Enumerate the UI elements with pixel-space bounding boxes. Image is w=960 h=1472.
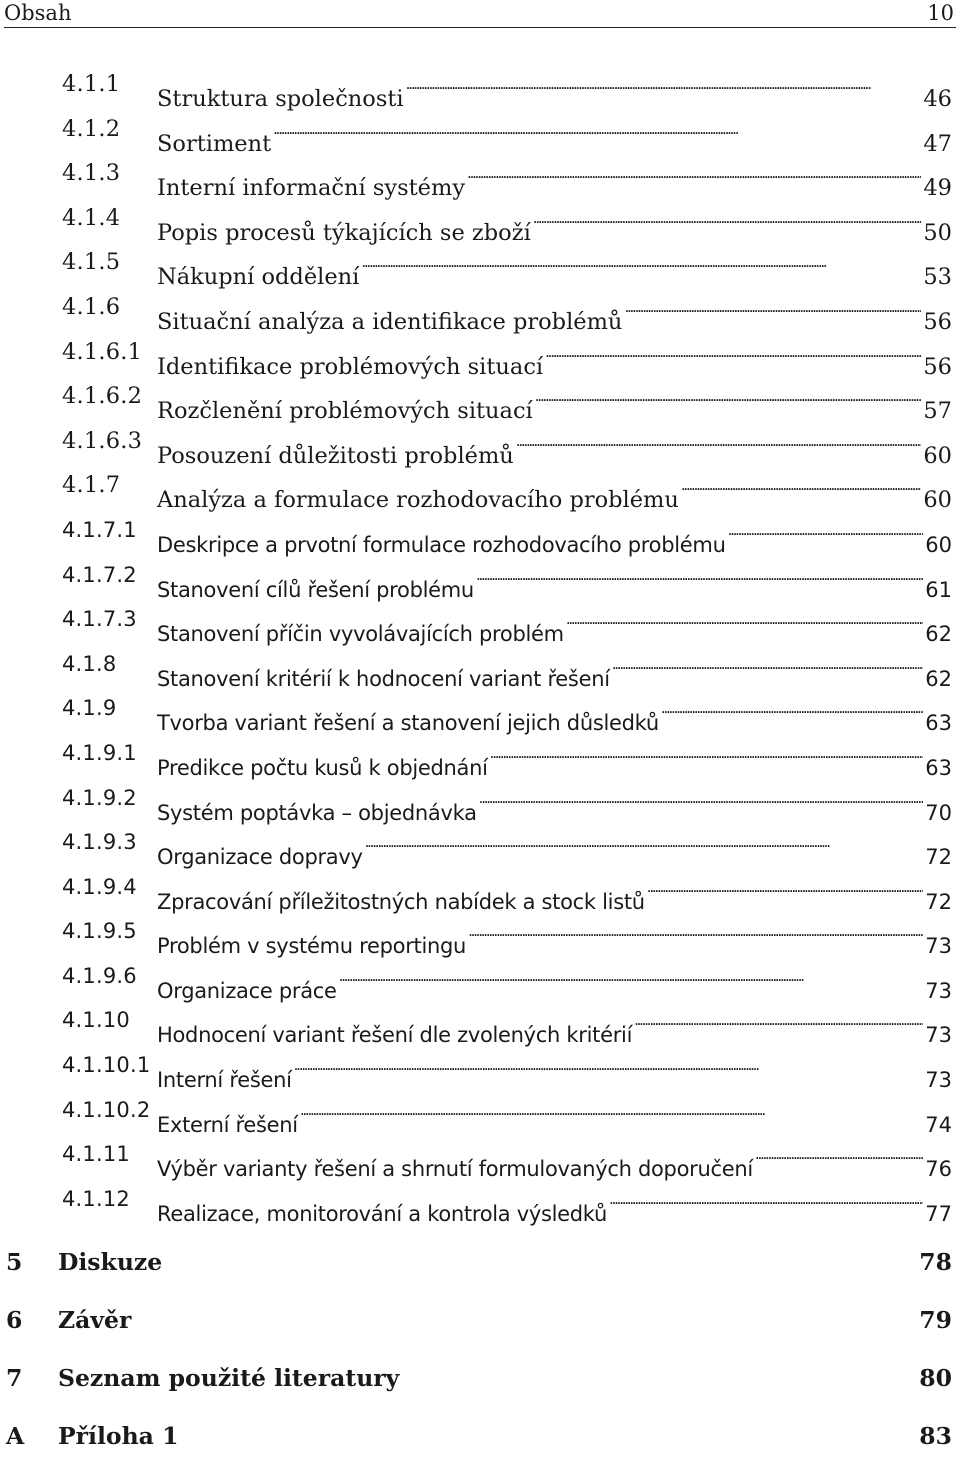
toc-entry-title: Zpracování příležitostných nabídek a stock listů	[157, 889, 645, 914]
toc-entry-page: 56	[923, 353, 952, 380]
dot-leader	[545, 330, 921, 374]
toc-entry-title: Popis procesů týkajících se zboží	[157, 219, 531, 246]
toc-entry-title: Problém v systému reportingu	[157, 934, 467, 959]
toc-entry[interactable]	[0, 1043, 960, 1093]
toc-entry-title: Realizace, monitorování a kontrola výsledků	[157, 1201, 608, 1226]
toc-entry-title: Nákupní oddělení	[157, 264, 360, 291]
chapter-title: Diskuze	[58, 1248, 163, 1276]
toc-chapter[interactable]	[0, 1298, 960, 1356]
toc-entry-page: 76	[925, 1157, 952, 1182]
toc-entry-number: 4.1.4	[62, 204, 121, 231]
toc-entry-page: 73	[925, 1068, 952, 1093]
toc-entry[interactable]	[0, 419, 960, 469]
toc-chapter[interactable]	[0, 1414, 960, 1472]
toc-entry[interactable]	[0, 330, 960, 380]
toc-entry-number: 4.1.9.6	[62, 963, 137, 988]
toc-entry-title: Situační analýza a identifikace problémů	[157, 308, 623, 335]
toc-entry-number: 4.1.10.1	[62, 1053, 151, 1078]
toc-entry-page: 60	[923, 487, 952, 514]
chapter-title: Seznam použité literatury	[58, 1364, 400, 1392]
toc-entry[interactable]	[0, 553, 960, 602]
toc-entry-page: 72	[925, 845, 952, 870]
toc-entry-title: Systém poptávka – objednávka	[157, 800, 477, 825]
toc-entry-number: 4.1.1	[62, 71, 121, 97]
toc-entry-number: 4.1.3	[62, 160, 121, 187]
toc-entry-title: Identifikace problémových situací	[157, 353, 544, 380]
toc-entry-page: 73	[925, 1023, 952, 1048]
toc-entry[interactable]	[0, 463, 960, 514]
toc-entry-title: Stanovení cílů řešení problému	[157, 577, 474, 602]
dot-leader	[339, 954, 924, 998]
toc-entry-number: 4.1.9.1	[62, 740, 137, 765]
chapter-number: 7	[6, 1364, 23, 1392]
toc-entry-page: 63	[925, 711, 952, 736]
chapter-number: A	[6, 1422, 25, 1450]
toc-entry-page: 50	[923, 219, 952, 246]
toc-entry-page: 62	[925, 622, 952, 647]
dot-leader	[365, 820, 924, 864]
page-header	[4, 0, 956, 28]
dot-leader	[406, 62, 922, 106]
toc-entry[interactable]	[0, 285, 960, 335]
toc-entry-title: Posouzení důležitosti problémů	[157, 442, 514, 469]
toc-entry-title: Rozčlenění problémových situací	[157, 398, 533, 425]
toc-entry[interactable]	[0, 597, 960, 647]
toc-entry[interactable]	[0, 62, 960, 112]
chapter-page: 78	[919, 1248, 952, 1276]
toc-entry-number: 4.1.7.1	[62, 517, 137, 542]
toc-entry-number: 4.1.11	[62, 1142, 130, 1167]
toc-entry-number: 4.1.6.3	[62, 427, 143, 454]
toc-entry[interactable]	[0, 642, 960, 691]
toc-entry-number: 4.1.12	[62, 1186, 130, 1211]
toc-entry-number: 4.1.6	[62, 293, 121, 320]
toc-entry-page: 74	[925, 1112, 952, 1137]
dot-leader	[728, 508, 924, 552]
toc-entry-title: Organizace dopravy	[157, 845, 363, 870]
toc-entry-title: Predikce počtu kusů k objednání	[157, 755, 488, 780]
toc-entry-page: 60	[925, 532, 952, 557]
toc-entry[interactable]	[0, 954, 960, 1003]
dot-leader	[647, 865, 923, 909]
toc-entry-number: 4.1.9.2	[62, 785, 137, 810]
dot-leader	[490, 731, 924, 775]
toc-entry-number: 4.1.5	[62, 249, 121, 276]
dot-leader	[361, 240, 921, 284]
toc-entry-title: Analýza a formulace rozhodovacího problému	[157, 487, 679, 514]
chapter-number: 6	[6, 1306, 23, 1334]
toc-entry[interactable]	[0, 508, 960, 557]
toc-entry[interactable]	[0, 909, 960, 959]
dot-leader	[294, 1043, 924, 1087]
toc-entry[interactable]	[0, 1177, 960, 1226]
toc-entry-page: 61	[925, 577, 952, 602]
dot-leader	[681, 463, 921, 507]
toc-entry-number: 4.1.2	[62, 115, 121, 142]
chapter-title: Příloha 1	[58, 1422, 179, 1450]
toc-entry[interactable]	[0, 196, 960, 246]
toc-entry[interactable]	[0, 151, 960, 202]
toc-entry-title: Organizace práce	[157, 978, 337, 1003]
toc-entry-page: 77	[925, 1201, 952, 1226]
dot-leader	[535, 374, 922, 418]
toc-entry-page: 47	[923, 130, 952, 157]
dot-leader	[476, 553, 923, 597]
toc-entry-page: 63	[925, 755, 952, 780]
toc-entry[interactable]	[0, 1132, 960, 1182]
chapter-page: 79	[919, 1306, 952, 1334]
toc-entry-page: 60	[923, 442, 952, 469]
toc-chapters	[0, 1240, 960, 1472]
dot-leader	[479, 776, 924, 820]
toc-entry-page: 53	[923, 264, 952, 291]
toc-entry-number: 4.1.8	[62, 651, 117, 676]
toc-entry[interactable]	[0, 686, 960, 736]
dot-leader	[624, 285, 921, 329]
toc-entry-title: Interní řešení	[157, 1068, 292, 1093]
toc-entry-title: Struktura společnosti	[157, 86, 404, 112]
header-page-number: 10	[927, 1, 954, 25]
toc-entry-number: 4.1.9.3	[62, 830, 137, 855]
toc-entry[interactable]	[0, 107, 960, 157]
toc-entry[interactable]	[0, 374, 960, 425]
dot-leader	[533, 196, 922, 240]
toc-entry-title: Interní informační systémy	[157, 175, 466, 202]
toc-entry-title: Stanovení příčin vyvolávajících problém	[157, 622, 564, 647]
dot-leader	[468, 909, 923, 953]
chapter-title: Závěr	[58, 1306, 132, 1334]
toc-entry-number: 4.1.7	[62, 472, 121, 499]
toc-entry-title: Stanovení kritérií k hodnocení variant řešení	[157, 666, 610, 691]
header-title: Obsah	[4, 1, 72, 25]
toc-entry[interactable]	[0, 820, 960, 870]
dot-leader	[566, 597, 923, 641]
toc-chapter[interactable]	[0, 1356, 960, 1414]
toc-entry[interactable]	[0, 1088, 960, 1137]
toc-entry[interactable]	[0, 998, 960, 1048]
toc-entry-number: 4.1.9.5	[62, 919, 137, 944]
toc-entry[interactable]	[0, 731, 960, 780]
toc-entry[interactable]	[0, 776, 960, 825]
chapter-number: 5	[6, 1248, 23, 1276]
toc-entry-title: Tvorba variant řešení a stanovení jejich důsledků	[157, 711, 659, 736]
toc-entry-title: Externí řešení	[157, 1112, 298, 1137]
dot-leader	[516, 419, 922, 463]
dot-leader	[634, 998, 923, 1042]
toc-entry[interactable]	[0, 865, 960, 914]
toc-entry-number: 4.1.10.2	[62, 1097, 151, 1122]
toc-entry-title: Sortiment	[157, 130, 272, 157]
dot-leader	[609, 1177, 923, 1221]
toc-entry-number: 4.1.10	[62, 1008, 130, 1033]
toc-entry-number: 4.1.6.1	[62, 338, 143, 365]
toc-entry-number: 4.1.7.3	[62, 607, 137, 632]
toc-entry-number: 4.1.6.2	[62, 383, 143, 410]
toc-entry-page: 49	[923, 175, 952, 202]
toc-entry-number: 4.1.9	[62, 696, 117, 721]
toc-entry-page: 62	[925, 666, 952, 691]
toc-entry-page: 57	[923, 398, 952, 425]
dot-leader	[467, 151, 921, 195]
dot-leader	[612, 642, 924, 686]
toc-entry-number: 4.1.9.4	[62, 874, 137, 899]
toc-chapter[interactable]	[0, 1240, 960, 1298]
toc-entry-title: Deskripce a prvotní formulace rozhodovacího problému	[157, 532, 726, 557]
toc-entry-page: 73	[925, 934, 952, 959]
dot-leader	[273, 107, 921, 151]
dot-leader	[300, 1088, 923, 1132]
toc-entry-page: 73	[925, 978, 952, 1003]
chapter-page: 83	[919, 1422, 952, 1450]
chapter-page: 80	[919, 1364, 952, 1392]
dot-leader	[661, 686, 923, 730]
toc-entry-page: 72	[925, 889, 952, 914]
toc-entry-title: Hodnocení variant řešení dle zvolených kritérií	[157, 1023, 633, 1048]
dot-leader	[755, 1132, 923, 1176]
toc-entry[interactable]	[0, 240, 960, 291]
toc-entry-page: 70	[925, 800, 952, 825]
toc-entries	[0, 62, 960, 1226]
toc-entry-page: 56	[923, 308, 952, 335]
toc-entry-number: 4.1.7.2	[62, 562, 137, 587]
toc-entry-page: 46	[923, 86, 952, 112]
toc-entry-title: Výběr varianty řešení a shrnutí formulovaných doporučení	[157, 1157, 753, 1182]
